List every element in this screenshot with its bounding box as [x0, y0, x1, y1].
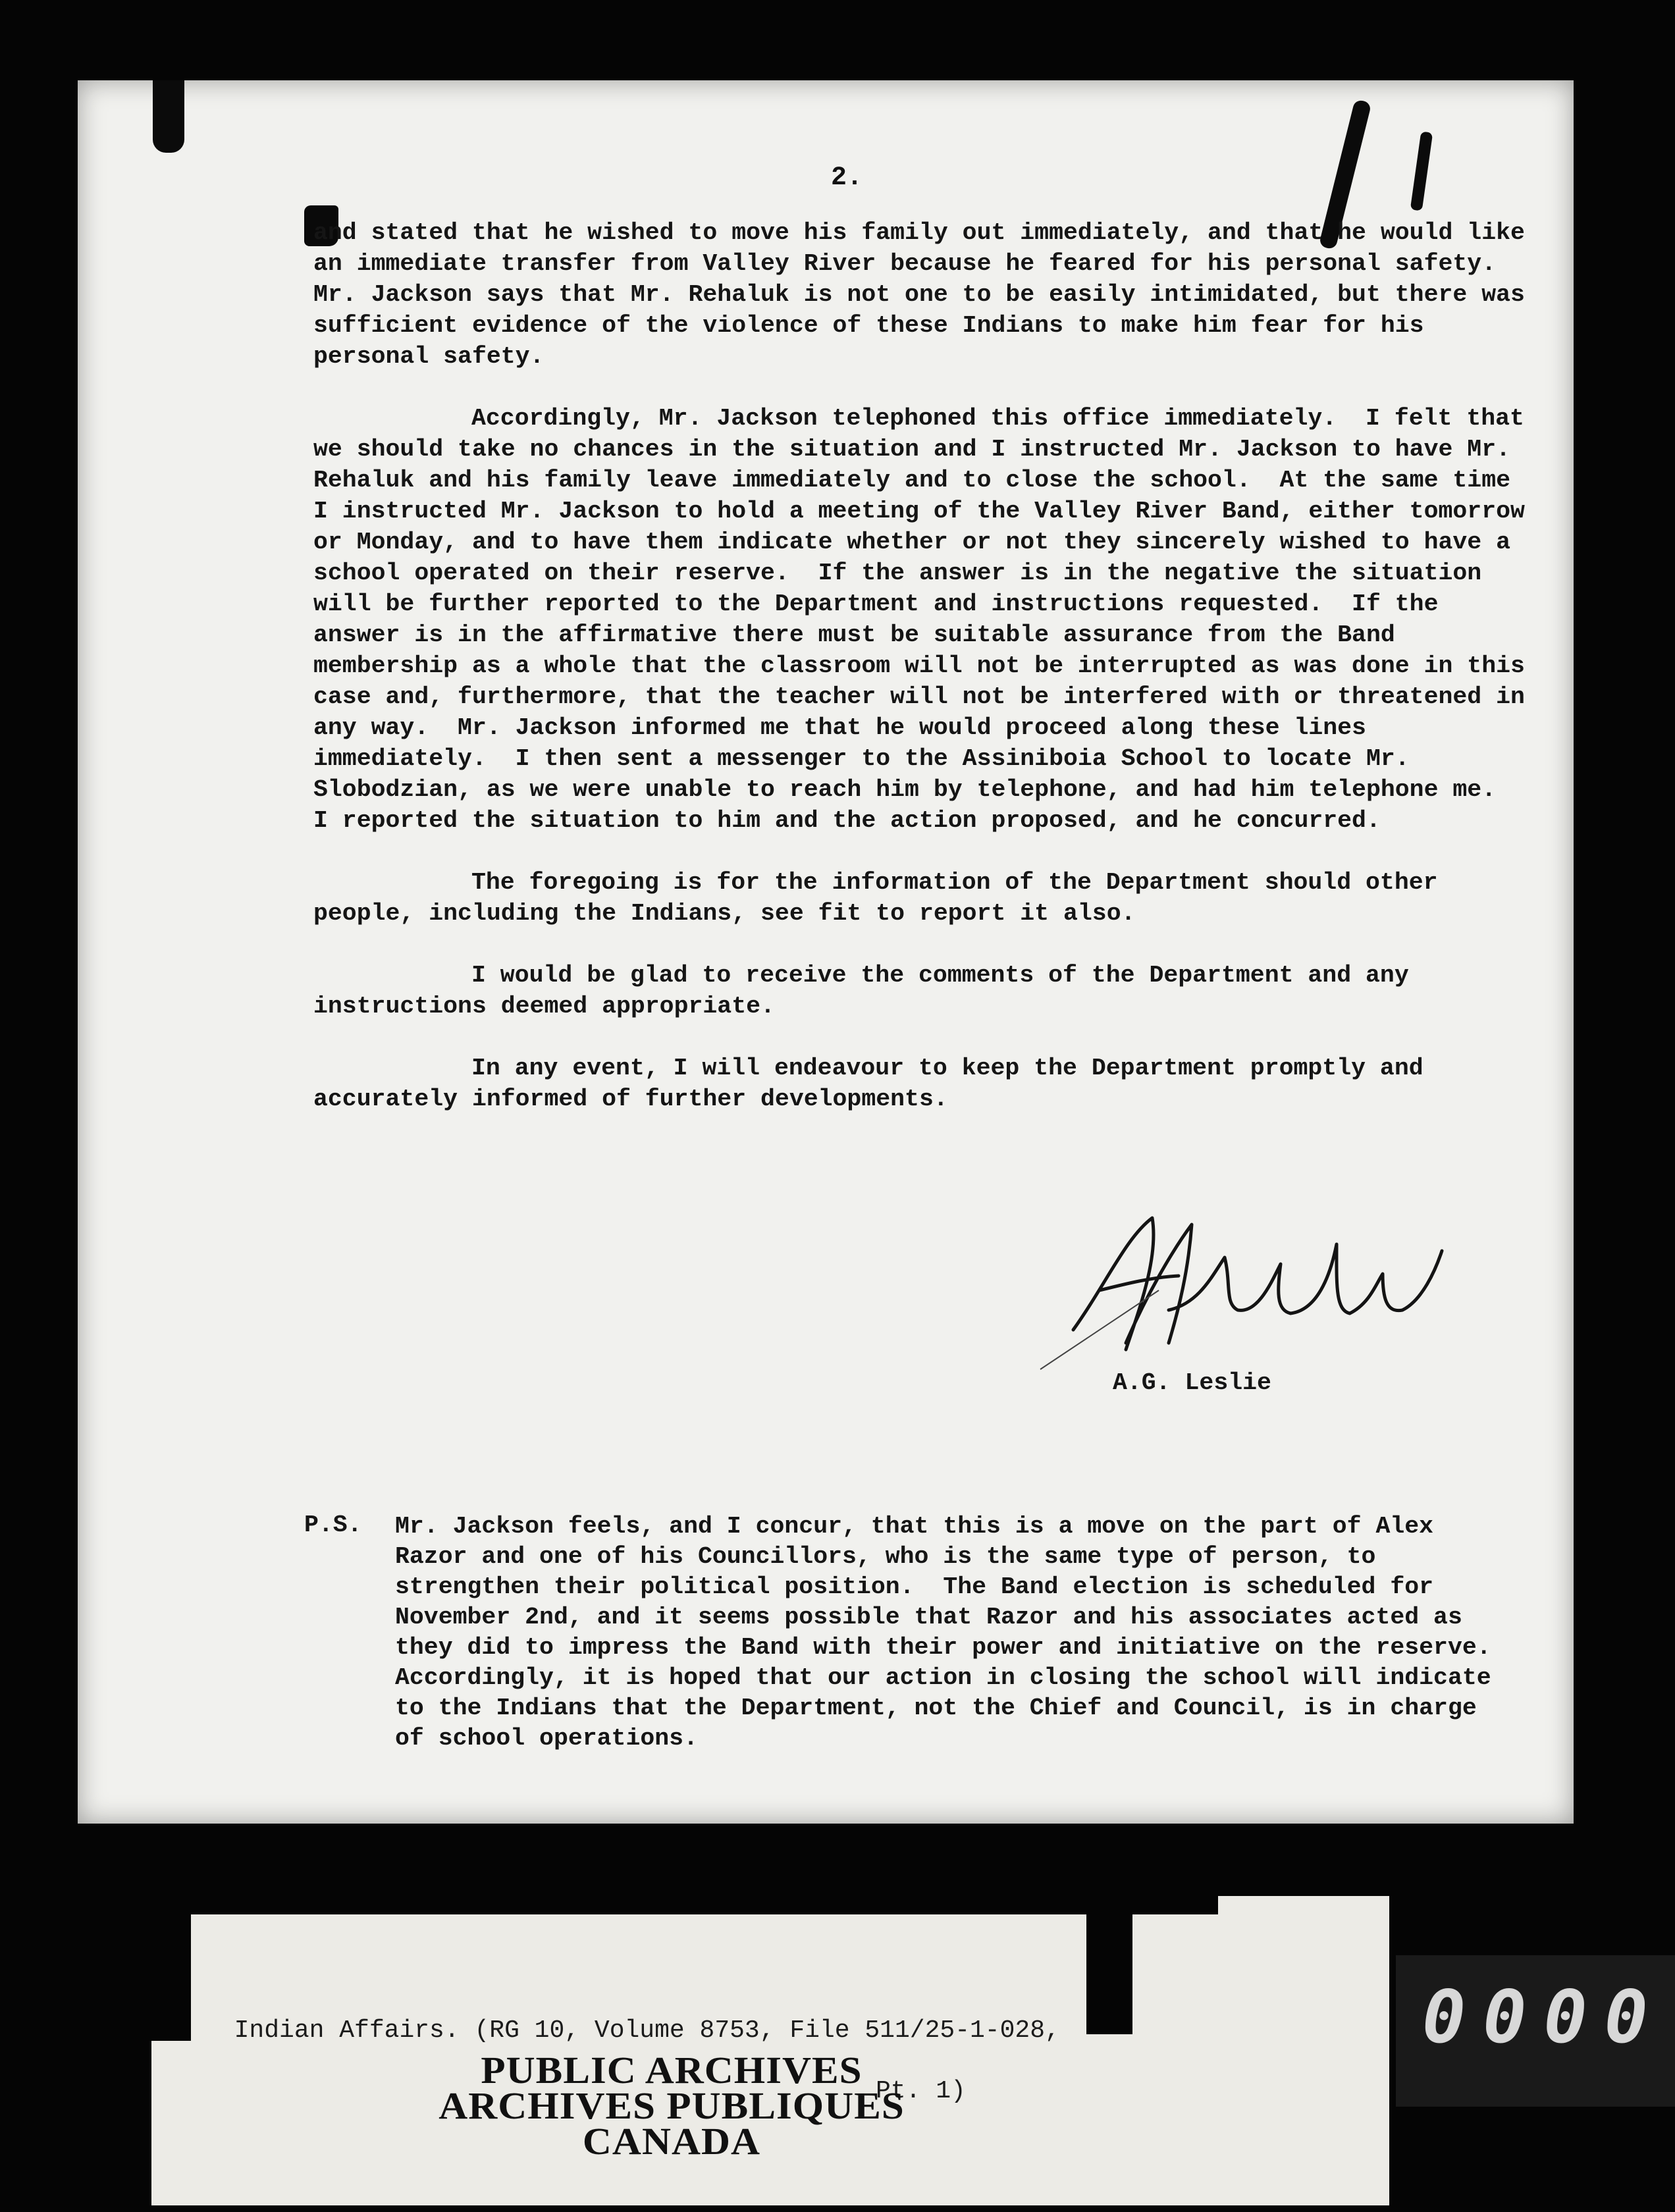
card-notch-left: [151, 1896, 191, 2041]
page-number: 2.: [831, 163, 863, 193]
ps-text: Mr. Jackson feels, and I concur, that this is a move on the part of Alex Razor and one of his Councillors, who is the same type of person, to strengthen their political position. The Band election is scheduled for November 2nd, and it seems possible that Razor and his associates acted as they did to impress the Band with their power and initiative on the reserve. Accordingly, it is hoped that our action in closing the school will indicate to the Indians that the Department, not the Chief and Council, is in charge of school operations.: [395, 1513, 1520, 1752]
archive-stamp: [421, 2049, 922, 2163]
handwritten-signature: [1027, 1178, 1501, 1376]
paragraph-4: I would be glad to receive the comments of the Department and any instructions deemed appropriate.: [313, 962, 1423, 1020]
citation-line-1: Indian Affairs. (RG 10, Volume 8753, File 511/25-1-028,: [234, 2016, 1060, 2045]
ps-label: P.S.: [304, 1512, 362, 1539]
paragraph-1: and stated that he wished to move his family out immediately, and that he would like an immediate transfer from Valley River because he feared for his personal safety. Mr. Jackson says that Mr. Rehaluk is not one to be easily intimidated, but there was sufficient evidence of the violence of these Indians to make him fear for his personal safety.: [313, 219, 1539, 370]
letter-body: [313, 217, 1538, 1146]
paragraph-5: In any event, I will endeavour to keep the Department promptly and accurately informed of further developments.: [313, 1055, 1438, 1113]
paragraph-2: Accordingly, Mr. Jackson telephoned this office immediately. I felt that we should take no chances in the situation and I instructed Mr. Jackson to have Mr. Rehaluk and his family leave immediately and to close the school. At the same time I instructed Mr. Jackson to hold a meeting of the Valley River Band, either tomorrow or Monday, and to have them indicate whether or not they sincerely wished to have a school operated on their reserve. If the answer is in the negative the situation will be further reported to the Department and instructions requested. If the answer is in the affirmative there must be suitable assurance from the Band membership as a whole that the classroom will not be interrupted as was done in this case and, furthermore, that the teacher will not be interfered with or threatened in any way. Mr. Jackson informed me that he would proceed along these lines immediately. I then sent a messenger to the Assiniboia School to locate Mr. Slobodzian, as we were unable to reach him by telephone, and had him telephone me. I reported the situation to him and the action proposed, and he concurred.: [313, 405, 1539, 834]
stamp-line-2: ARCHIVES PUBLIQUES: [439, 2084, 905, 2127]
signer-name: A.G. Leslie: [1113, 1369, 1271, 1396]
card-notch-right: [1086, 1896, 1132, 2034]
stamp-line-3: CANADA: [582, 2120, 761, 2163]
citation-line-2: Pt. 1): [876, 2077, 966, 2105]
paragraph-3: The foregoing is for the information of the Department should other people, including the Indians, see fit to report it also.: [313, 869, 1452, 927]
tape-mark-left: [153, 80, 184, 153]
frame-counter-digits: 0000: [1422, 1975, 1665, 2059]
card-slot: [191, 1896, 1218, 1914]
stamp-line-1: PUBLIC ARCHIVES: [481, 2049, 863, 2092]
